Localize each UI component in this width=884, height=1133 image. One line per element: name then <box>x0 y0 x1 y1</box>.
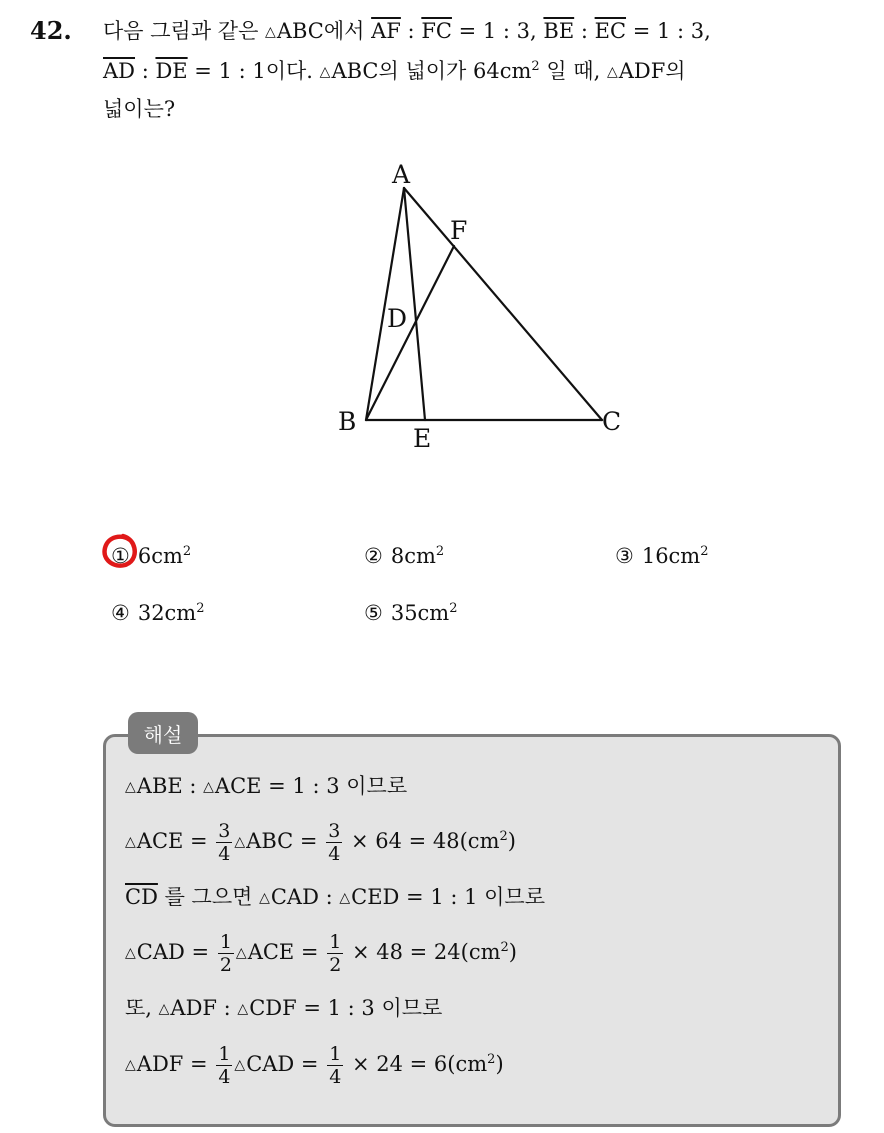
triangle-symbol: △ <box>203 779 214 795</box>
choice-value: 8cm <box>390 544 436 568</box>
denominator: 2 <box>329 954 342 976</box>
triangle-symbol: △ <box>235 945 247 961</box>
denominator: 4 <box>218 1066 231 1088</box>
triangle-symbol: △ <box>125 1057 136 1073</box>
triangle-symbol: △ <box>319 64 331 80</box>
solution-line-6 <box>125 1041 504 1090</box>
fraction <box>216 1043 232 1088</box>
triangle-symbol: △ <box>158 1001 170 1017</box>
choice-number: ① <box>111 544 130 568</box>
label-d: D <box>387 304 408 333</box>
text: : <box>400 19 422 43</box>
text: ) <box>507 829 516 853</box>
segment-be: $\overline{BE}$ <box>543 19 575 43</box>
text: ACE = <box>247 940 326 964</box>
text: ABE : <box>136 774 204 798</box>
choice-4[interactable] <box>111 598 205 628</box>
text: 또, <box>125 996 159 1020</box>
text: CAD = <box>246 1052 326 1076</box>
superscript: 2 <box>196 601 205 616</box>
superscript: 2 <box>531 59 540 74</box>
text: × 64 = 48(cm <box>344 829 500 853</box>
superscript: 2 <box>449 601 458 616</box>
text: ABC의 넓이가 64cm <box>331 59 532 83</box>
numerator: 1 <box>219 931 232 953</box>
superscript: 2 <box>487 1052 496 1067</box>
segment-de: $\overline{DE}$ <box>155 59 188 83</box>
label-f: F <box>450 216 468 245</box>
fraction <box>216 820 232 865</box>
text: × 48 = 24(cm <box>345 940 501 964</box>
text: ADF = <box>136 1052 215 1076</box>
choice-number: ④ <box>111 601 130 625</box>
text: = 1 : 3, <box>626 19 711 43</box>
text: ) <box>495 1052 504 1076</box>
text: : <box>135 59 156 83</box>
label-e: E <box>413 424 432 453</box>
denominator: 4 <box>218 843 231 865</box>
text: 일 때, <box>539 59 607 83</box>
text: ACE = <box>136 829 215 853</box>
choice-number: ⑤ <box>364 601 383 625</box>
text: ABC에서 <box>276 19 372 43</box>
choice-number: ② <box>364 544 383 568</box>
segment-ec: $\overline{EC}$ <box>594 19 627 43</box>
text: : <box>574 19 595 43</box>
choice-1[interactable] <box>111 541 191 571</box>
fraction <box>327 931 343 976</box>
choice-5[interactable] <box>364 598 458 628</box>
triangle-symbol: △ <box>125 779 136 795</box>
choice-value: 6cm <box>137 544 183 568</box>
denominator: 4 <box>329 1066 342 1088</box>
segment-ad: $\overline{AD}$ <box>103 59 136 83</box>
solution-line-4 <box>125 929 517 978</box>
question-line-1 <box>103 16 711 49</box>
choice-3[interactable] <box>615 541 709 571</box>
triangle-symbol: △ <box>237 1001 249 1017</box>
superscript: 2 <box>499 829 508 844</box>
solution-line-3 <box>125 882 545 915</box>
segment-fc: $\overline{FC}$ <box>421 19 452 43</box>
solution-line-2 <box>125 818 516 867</box>
segment-cd: $\overline{CD}$ <box>125 885 158 909</box>
choice-value: 16cm <box>641 544 701 568</box>
label-b: B <box>338 407 357 436</box>
solution-line-1 <box>125 771 407 804</box>
text: 다음 그림과 같은 <box>103 19 266 43</box>
text: ADF의 <box>618 59 686 83</box>
superscript: 2 <box>500 940 509 955</box>
solution-line-5 <box>125 993 442 1026</box>
choice-value: 35cm <box>390 601 450 625</box>
question-line-2 <box>103 56 686 89</box>
superscript: 2 <box>435 544 445 559</box>
numerator: 3 <box>218 820 231 842</box>
edge-ac <box>404 188 602 420</box>
text: CAD : <box>270 885 340 909</box>
text: = 1 : 3, <box>451 19 544 43</box>
triangle-symbol: △ <box>234 1057 246 1073</box>
superscript: 2 <box>700 544 709 559</box>
superscript: 2 <box>182 544 192 559</box>
fraction <box>326 820 342 865</box>
question-number: 42. <box>30 16 72 45</box>
triangle-symbol: △ <box>339 890 351 906</box>
triangle-symbol: △ <box>125 945 136 961</box>
denominator: 2 <box>219 954 232 976</box>
fraction <box>327 1043 343 1088</box>
segment-ae <box>404 188 425 420</box>
denominator: 4 <box>328 843 341 865</box>
numerator: 1 <box>218 1043 231 1065</box>
numerator: 3 <box>328 820 341 842</box>
solution-tab: 해설 <box>128 712 198 754</box>
label-a: A <box>392 160 411 189</box>
label-c: C <box>602 407 622 436</box>
text: ACE = 1 : 3 이므로 <box>214 774 408 798</box>
segment-af: $\overline{AF}$ <box>371 19 401 43</box>
text: 를 그으면 <box>157 885 260 909</box>
text: CAD = <box>136 940 216 964</box>
text: ADF : <box>170 996 238 1020</box>
triangle-symbol: △ <box>265 24 276 40</box>
choice-2[interactable] <box>364 541 444 571</box>
text: ) <box>508 940 517 964</box>
triangle-symbol: △ <box>606 64 618 80</box>
text: = 1 : 1이다. <box>187 59 320 83</box>
numerator: 1 <box>329 1043 342 1065</box>
fraction <box>218 931 234 976</box>
text: CED = 1 : 1 이므로 <box>351 885 546 909</box>
text: ABC = <box>246 829 325 853</box>
text: × 24 = 6(cm <box>345 1052 488 1076</box>
choice-value: 32cm <box>137 601 197 625</box>
choice-number: ③ <box>615 544 634 568</box>
triangle-symbol: △ <box>125 834 136 850</box>
text: CDF = 1 : 3 이므로 <box>249 996 443 1020</box>
triangle-symbol: △ <box>234 834 246 850</box>
triangle-figure <box>330 150 630 460</box>
numerator: 1 <box>329 931 342 953</box>
question-line-3: 넓이는? <box>103 97 176 121</box>
triangle-symbol: △ <box>259 890 270 906</box>
